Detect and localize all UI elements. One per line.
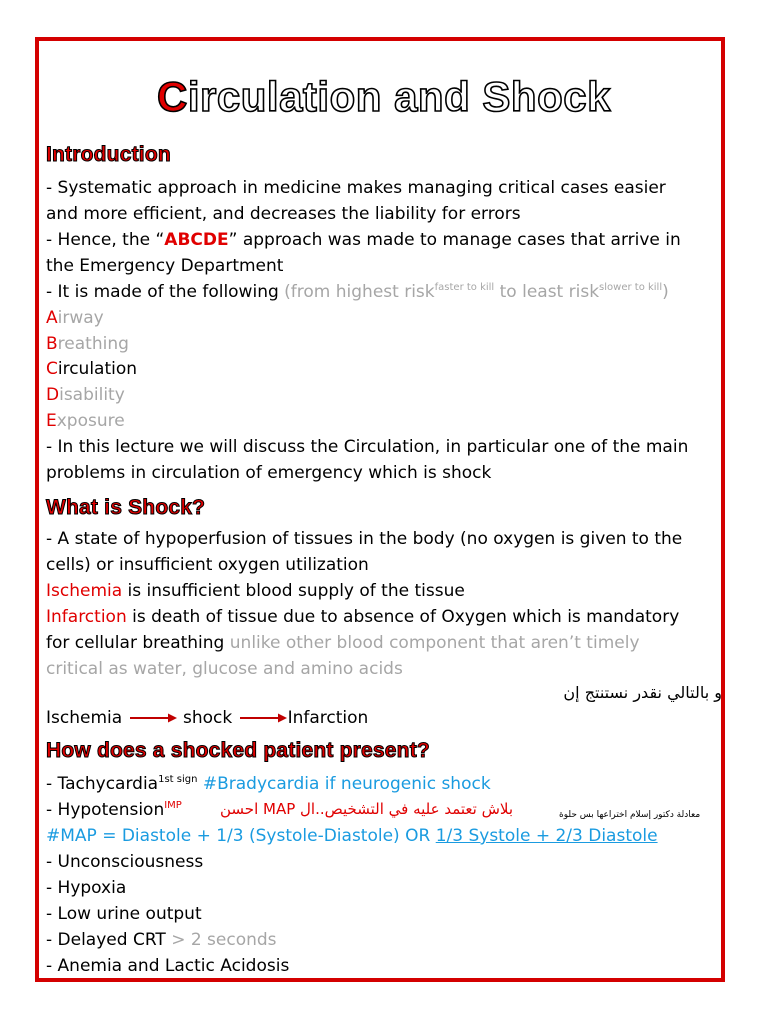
what-is-shock-heading: What is Shock?: [46, 496, 206, 519]
flow-infarction: Infarction: [287, 708, 369, 728]
map-arabic-note: معادلة دكتور إسلام اختراعها بس حلوة: [559, 810, 701, 820]
arabic-conclusion: و بالتالي نقدر نستنتج إن: [563, 683, 722, 702]
abcde-disability: Disability: [46, 385, 125, 405]
abcde-airway: Airway: [46, 308, 104, 328]
intro-line-12: problems in circulation of emergency which is shock: [46, 463, 492, 483]
title-rest: irculation and Shock: [187, 73, 611, 120]
shock-line-1: - A state of hypoperfusion of tissues in the body (no oxygen is given to the: [46, 529, 683, 549]
shock-line-2: cells) or insufficient oxygen utilization: [46, 555, 369, 575]
hypotension-arabic-note: بلاش تعتمد عليه في التشخيص..ال MAP احسن: [220, 800, 514, 818]
arrow-right-icon: [128, 712, 178, 724]
shock-line-6: critical as water, glucose and amino acids: [46, 659, 403, 679]
introduction-heading: Introduction: [46, 143, 171, 166]
title-first-letter: C: [157, 73, 188, 120]
shock-line-5: for cellular breathing unlike other blood component that aren’t timely: [46, 633, 640, 653]
page-title: [0, 73, 768, 121]
infarction-term: Infarction: [46, 607, 127, 627]
present-map-formula: #MAP = Diastole + 1/3 (Systole-Diastole) OR 1/3 Systole + 2/3 Diastole: [46, 826, 658, 846]
arrow-right-icon: [238, 712, 288, 724]
present-delayed-crt: - Delayed CRT > 2 seconds: [46, 930, 277, 950]
abcde-exposure: Exposure: [46, 411, 125, 431]
present-hypotension: - Hypotension$^{IMP}$: [46, 800, 182, 820]
presentation-heading: How does a shocked patient present?: [46, 739, 430, 762]
present-low-urine: - Low urine output: [46, 904, 202, 924]
abcde-term: ABCDE: [164, 230, 229, 250]
intro-line-3: - Hence, the “ABCDE” approach was made to manage cases that arrive in: [46, 230, 681, 250]
intro-line-2: and more efficient, and decreases the liability for errors: [46, 204, 521, 224]
shock-line-3: Ischemia is insufficient blood supply of the tissue: [46, 581, 465, 601]
intro-line-11: - In this lecture we will discuss the Circulation, in particular one of the main: [46, 437, 689, 457]
present-hypoxia: - Hypoxia: [46, 878, 127, 898]
ischemia-term: Ischemia: [46, 581, 123, 601]
abcde-circulation: Circulation: [46, 359, 138, 379]
shock-line-4: Infarction is death of tissue due to absence of Oxygen which is mandatory: [46, 607, 680, 627]
flow-ischemia: Ischemia: [46, 708, 123, 728]
intro-line-1: - Systematic approach in medicine makes managing critical cases easier: [46, 178, 666, 198]
ischemia-shock-infarction-flow: [46, 708, 368, 728]
present-unconsciousness: - Unconsciousness: [46, 852, 204, 872]
intro-line-4: the Emergency Department: [46, 256, 284, 276]
flow-shock: shock: [182, 708, 233, 728]
intro-line-5: - It is made of the following (from highest risk$^{faster to kill}$ to least risk$^{slower to kill}$): [46, 282, 669, 302]
present-tachycardia: - Tachycardia$^{1st sign}$ #Bradycardia if neurogenic shock: [46, 774, 491, 794]
present-anemia: - Anemia and Lactic Acidosis: [46, 956, 290, 976]
abcde-breathing: Breathing: [46, 334, 129, 354]
